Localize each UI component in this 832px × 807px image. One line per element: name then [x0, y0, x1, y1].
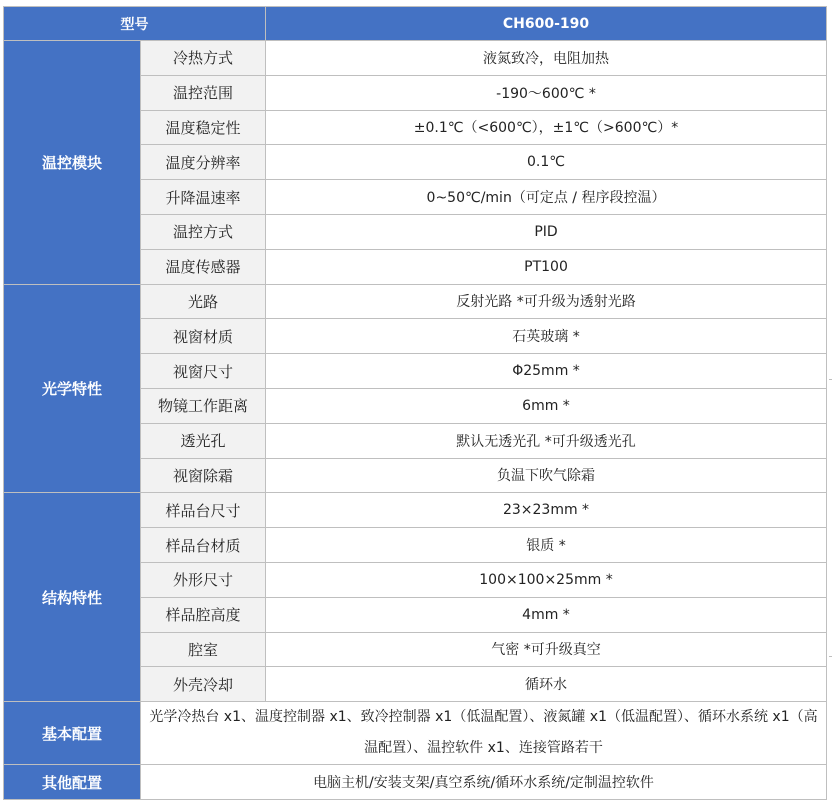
- spec-table: [3, 6, 827, 800]
- param-label: 温控方式: [141, 214, 266, 249]
- other-config-row: [4, 765, 827, 800]
- param-value: 默认无透光孔 *可升级透光孔: [266, 423, 827, 458]
- param-value: 4mm *: [266, 597, 827, 632]
- basic-config-item: 、连接管路若干: [504, 740, 603, 757]
- table-row: [4, 284, 827, 319]
- param-value: 负温下吹气除霜: [266, 458, 827, 493]
- basic-config-item: 光学冷热台 x1: [149, 709, 242, 726]
- basic-config-item: 、液氮罐 x1（低温配置）: [529, 709, 684, 726]
- param-label: 冷热方式: [141, 41, 266, 76]
- param-value: 石英玻璃 *: [266, 319, 827, 354]
- param-label: 温度稳定性: [141, 110, 266, 145]
- param-label: 腔室: [141, 632, 266, 667]
- category-structure: 结构特性: [4, 493, 141, 702]
- param-label: 温度传感器: [141, 249, 266, 284]
- param-value: 循环水: [266, 667, 827, 702]
- param-label: 视窗除霜: [141, 458, 266, 493]
- param-value: 6mm *: [266, 388, 827, 423]
- table-row: [4, 41, 827, 76]
- param-label: 外形尺寸: [141, 562, 266, 597]
- basic-config-row: [4, 702, 827, 765]
- param-value: PID: [266, 214, 827, 249]
- category-other-config: 其他配置: [4, 765, 141, 800]
- category-basic-config: 基本配置: [4, 702, 141, 765]
- param-label: 透光孔: [141, 423, 266, 458]
- category-temperature-control: 温控模块: [4, 41, 141, 285]
- param-value: 23×23mm *: [266, 493, 827, 528]
- param-label: 样品台材质: [141, 528, 266, 563]
- other-config-value: 电脑主机/安装支架/真空系统/循环水系统/定制温控软件: [141, 765, 827, 800]
- param-value: Φ25mm *: [266, 354, 827, 389]
- header-row: [4, 7, 827, 41]
- param-label: 温控范围: [141, 75, 266, 110]
- param-label: 样品腔高度: [141, 597, 266, 632]
- param-value: PT100: [266, 249, 827, 284]
- param-value: -190～600℃ *: [266, 75, 827, 110]
- param-value: 反射光路 *可升级为透射光路: [266, 284, 827, 319]
- param-label: 光路: [141, 284, 266, 319]
- basic-config-item: 、温控软件 x1: [413, 740, 505, 757]
- param-label: 视窗尺寸: [141, 354, 266, 389]
- param-label: 外壳冷却: [141, 667, 266, 702]
- param-value: ±0.1℃（<600℃），±1℃（>600℃）*: [266, 110, 827, 145]
- category-optical: 光学特性: [4, 284, 141, 493]
- param-value: 银质 *: [266, 528, 827, 563]
- basic-config-value: [141, 702, 827, 765]
- basic-config-item: 、温度控制器 x1: [241, 709, 347, 726]
- param-label: 物镜工作距离: [141, 388, 266, 423]
- param-value: 0.1℃: [266, 145, 827, 180]
- param-value: 气密 *可升级真空: [266, 632, 827, 667]
- param-label: 温度分辨率: [141, 145, 266, 180]
- header-model-value: CH600-190: [266, 7, 827, 41]
- param-label: 样品台尺寸: [141, 493, 266, 528]
- basic-config-item: 、循环水系统 x1（高温配置）: [364, 709, 818, 757]
- table-row: [4, 493, 827, 528]
- param-label: 视窗材质: [141, 319, 266, 354]
- param-value: 0~50℃/min（可定点 / 程序段控温）: [266, 180, 827, 215]
- header-model-label: 型号: [4, 7, 266, 41]
- basic-config-item: 、致冷控制器 x1（低温配置）: [346, 709, 530, 726]
- param-value: 100×100×25mm *: [266, 562, 827, 597]
- param-label: 升降温速率: [141, 180, 266, 215]
- param-value: 液氮致冷，电阻加热: [266, 41, 827, 76]
